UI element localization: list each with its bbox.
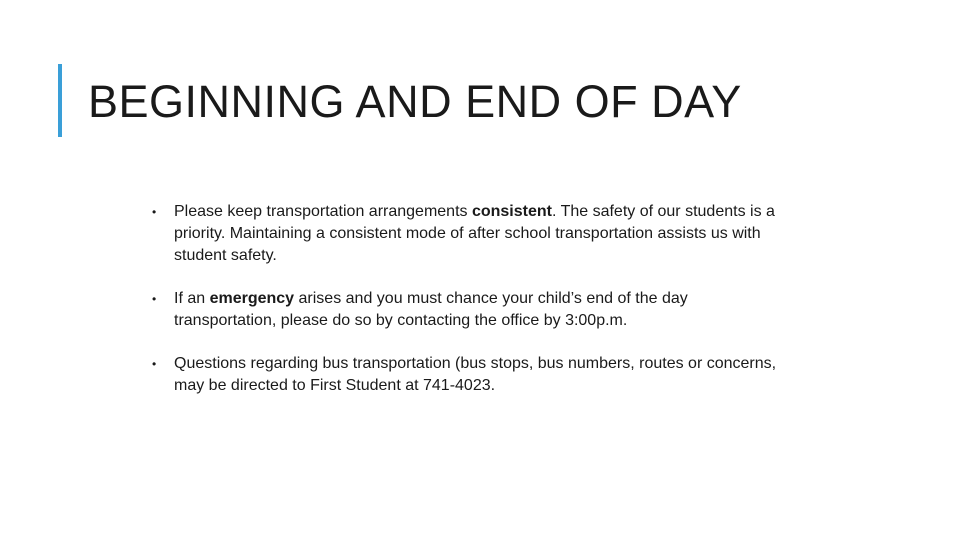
bullet-text-emphasis: consistent [471, 203, 552, 220]
bullet-icon: • [152, 357, 157, 371]
bullet-list [150, 201, 790, 418]
bullet-text-segment: arises and you must chance your child’s end of the day transportation, please do so by contacting the office by 3:00p.m. [174, 290, 688, 329]
bullet-item [150, 201, 790, 267]
bullet-item [150, 353, 790, 397]
title-accent-bar [58, 64, 62, 137]
bullet-text-emphasis: emergency [209, 290, 295, 307]
bullet-icon: • [152, 292, 157, 306]
bullet-text-segment: . The safety of our students is a priority. Maintaining a consistent mode of after school transportation assists us with student safety. [174, 203, 775, 264]
bullet-text [174, 290, 688, 329]
bullet-icon: • [152, 205, 157, 219]
bullet-text-segment: Questions regarding bus transportation (bus stops, bus numbers, routes or concerns, may be directed to First Student at 741-4023. [174, 355, 777, 394]
bullet-text-segment: Please keep transportation arrangements [174, 203, 472, 220]
bullet-text [174, 355, 776, 394]
bullet-text-segment: If an [174, 290, 210, 307]
bullet-item [150, 288, 790, 332]
bullet-text [174, 203, 775, 264]
slide-title: BEGINNING AND END OF DAY [88, 76, 742, 127]
